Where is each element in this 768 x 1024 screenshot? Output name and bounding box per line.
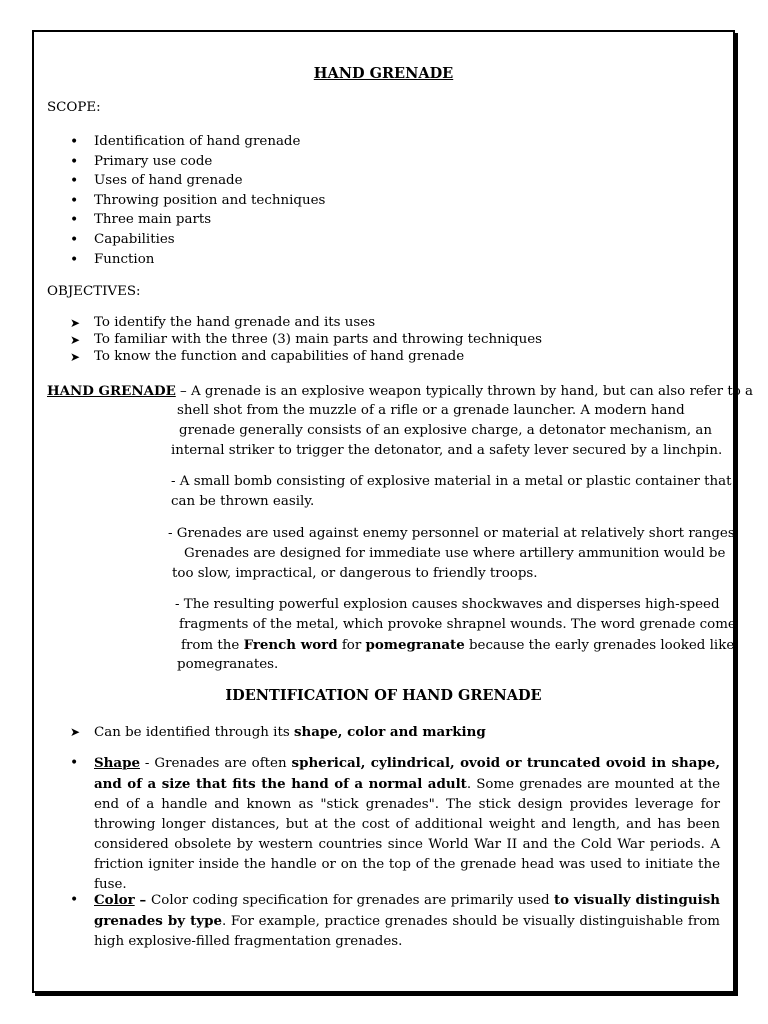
paragraph-line: from the French word for pomegranate because the early grenades looked like: [181, 637, 735, 653]
objective-item: ➤ To know the function and capabilities of hand grenade: [94, 347, 464, 367]
paragraph-line: - Grenades are used against enemy personnel or material at relatively short ranges.: [168, 526, 739, 541]
shape-paragraph: • Shape - Grenades are often spherical, cylindrical, ovoid or truncated ovoid in shape, and of a size that fits the hand of a normal adult. Some grenades are mounted at the end of a handle and known as "stick grenades". The stick design provides leverage for throwing longer distances, but at the cost of additional weight and length, and has been considered obsolete by western countries since World War II and the Cold War periods. A friction igniter inside the handle or on the top of the grenade head was used to initiate the fuse.: [94, 753, 720, 895]
objectives-heading: OBJECTIVES:: [47, 284, 141, 299]
objective-item: ➤ To familiar with the three (3) main parts and throwing techniques: [94, 330, 542, 350]
paragraph-line: too slow, impractical, or dangerous to friendly troops.: [172, 566, 538, 581]
paragraph-line: Grenades are designed for immediate use where artillery ammunition would be: [184, 546, 726, 561]
definition-line: shell shot from the muzzle of a rifle or a grenade launcher. A modern hand: [177, 403, 685, 418]
definition-line: grenade generally consists of an explosive charge, a detonator mechanism, an: [179, 423, 712, 438]
document-page: [32, 30, 754, 993]
paragraph-line: - A small bomb consisting of explosive material in a metal or plastic container that: [171, 474, 732, 489]
scope-heading: SCOPE:: [47, 100, 101, 115]
page-title: HAND GRENADE: [313, 65, 454, 82]
scope-item: • Three main parts: [94, 210, 211, 230]
paragraph-line: can be thrown easily.: [171, 494, 315, 509]
section-heading: IDENTIFICATION OF HAND GRENADE: [225, 687, 542, 704]
definition-term: HAND GRENADE: [47, 383, 176, 399]
color-label: Color: [94, 892, 135, 908]
scope-item: • Uses of hand grenade: [94, 171, 243, 191]
paragraph-line: - The resulting powerful explosion causes shockwaves and disperses high-speed: [175, 597, 720, 612]
paragraph-line: fragments of the metal, which provoke shrapnel wounds. The word grenade come: [179, 617, 736, 632]
definition-line: internal striker to trigger the detonator, and a safety lever secured by a linchpin.: [171, 443, 723, 458]
definition-line: HAND GRENADE – A grenade is an explosive weapon typically thrown by hand, but can also refer to a: [47, 383, 754, 399]
objective-item: ➤ To identify the hand grenade and its uses: [94, 313, 375, 333]
shape-label: Shape: [94, 755, 140, 771]
scope-item: • Throwing position and techniques: [94, 191, 325, 211]
scope-item: • Primary use code: [94, 152, 212, 172]
identification-arrow-item: ➤ Can be identified through its shape, color and marking: [94, 722, 486, 743]
scope-item: • Identification of hand grenade: [94, 132, 300, 152]
color-paragraph: • Color – Color coding specification for grenades are primarily used to visually distinguish grenades by type. For example, practice grenades should be visually distinguishable from high explosive-filled fragmentation grenades.: [94, 890, 720, 952]
paragraph-line: pomegranates.: [177, 657, 279, 672]
scope-item: • Capabilities: [94, 230, 175, 250]
scope-item: • Function: [94, 250, 154, 270]
